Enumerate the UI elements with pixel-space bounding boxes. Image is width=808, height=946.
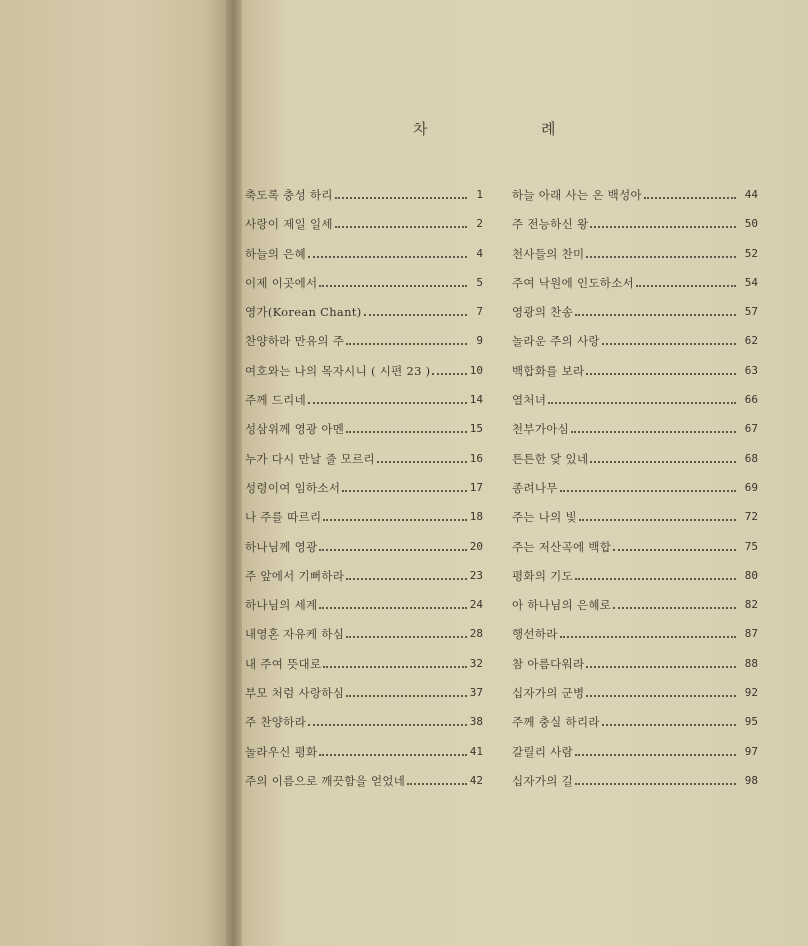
toc-leader-dots (602, 715, 736, 726)
toc-entry-page: 4 (476, 246, 483, 260)
toc-entry-page: 52 (744, 246, 758, 260)
toc-entry-title: 하늘 아래 사는 온 백성아 (512, 188, 642, 202)
toc-entry-page: 95 (744, 715, 758, 729)
title-char-left: 차 (413, 120, 428, 138)
toc-leader-dots (308, 393, 467, 404)
toc-leader-dots (342, 481, 467, 492)
toc-leader-dots (590, 217, 736, 228)
toc-entry-title: 주 앞에서 기뻐하라 (245, 568, 345, 583)
toc-leader-dots (323, 657, 467, 668)
toc-entry-title: 천부가아심 (512, 422, 570, 437)
toc-entry (512, 627, 758, 656)
toc-entry-page: 1 (476, 188, 483, 201)
toc-entry-page: 10 (469, 363, 483, 377)
toc-leader-dots (613, 540, 736, 551)
toc-leader-dots (319, 745, 467, 756)
toc-entry-page: 68 (744, 451, 758, 465)
toc-leader-dots (571, 422, 736, 433)
toc-entry (512, 188, 758, 217)
toc-entry-page: 41 (469, 744, 483, 758)
toc-leader-dots (575, 774, 736, 785)
toc-entry-page: 63 (744, 363, 758, 377)
toc-entry-page: 7 (476, 305, 483, 319)
toc-entry (245, 598, 483, 627)
toc-entry (512, 452, 758, 481)
toc-leader-dots (644, 188, 736, 199)
toc-entry (245, 510, 483, 539)
toc-entry-page: 57 (744, 305, 758, 319)
toc-entry-page: 72 (744, 510, 758, 524)
toc-entry-title: 하늘의 은혜 (245, 246, 306, 261)
toc-entry-page: 87 (744, 627, 758, 641)
toc-entry (512, 422, 758, 451)
toc-entry (512, 598, 758, 627)
toc-leader-dots (346, 422, 467, 433)
toc-entry-page: 75 (744, 539, 758, 553)
toc-entry-page: 15 (469, 422, 483, 436)
toc-entry (245, 305, 483, 334)
toc-leader-dots (407, 774, 467, 785)
toc-entry (245, 334, 483, 363)
toc-entry-title: 내영혼 자유케 하심 (245, 627, 345, 642)
toc-entry-title: 아 하나님의 은혜로 (512, 598, 612, 613)
toc-right-column (512, 188, 758, 803)
toc-leader-dots (575, 305, 736, 316)
toc-entry-title: 성령이여 임하소서 (245, 480, 341, 495)
toc-entry-title: 주의 이름으로 깨끗함을 얻었네 (245, 773, 406, 788)
toc-entry (512, 393, 758, 422)
title-char-right: 례 (541, 120, 556, 138)
toc-entry-title: 이제 이곳에서 (245, 275, 318, 290)
toc-entry-page: 38 (469, 715, 483, 729)
toc-entry-title: 여호와는 나의 목자시니 ( 시편 23 ) (245, 363, 431, 378)
toc-entry-title: 주께 충실 하리라 (512, 715, 600, 730)
toc-leader-dots (586, 686, 736, 697)
toc-entry (512, 247, 758, 276)
toc-entry-page: 2 (476, 217, 483, 231)
toc-leader-dots (560, 627, 736, 638)
toc-entry-title: 십자가의 길 (512, 773, 573, 788)
page-title (240, 118, 808, 142)
toc-entry-title: 내 주여 뜻대로 (245, 656, 322, 671)
toc-entry-page: 5 (476, 275, 483, 289)
toc-leader-dots (575, 745, 736, 756)
toc-entry-title: 종려나무 (512, 480, 558, 495)
toc-entry (512, 481, 758, 510)
toc-entry-page: 80 (744, 568, 758, 582)
toc-entry-page: 28 (469, 627, 483, 641)
toc-entry-title: 축도록 충성 하리 (245, 188, 333, 202)
toc-leader-dots (579, 510, 736, 521)
toc-entry (245, 715, 483, 744)
toc-leader-dots (319, 540, 467, 551)
toc-entry-page: 66 (744, 393, 758, 407)
toc-leader-dots (346, 569, 467, 580)
toc-entry-title: 놀라운 주의 사랑 (512, 334, 600, 349)
toc-entry-title: 십자가의 군병 (512, 686, 585, 701)
toc-entry (245, 745, 483, 774)
toc-entry (245, 364, 483, 393)
toc-entry (245, 422, 483, 451)
toc-entry-title: 놀라우신 평화 (245, 744, 318, 759)
toc-entry-title: 평화의 기도 (512, 568, 573, 583)
toc-entry-title: 주 찬양하라 (245, 715, 306, 730)
toc-left-column (245, 188, 483, 803)
toc-entry-page: 50 (744, 217, 758, 231)
toc-entry-page: 37 (469, 686, 483, 700)
toc-entry-page: 82 (744, 598, 758, 612)
toc-leader-dots (636, 276, 736, 287)
toc-entry-title: 백합화를 보라 (512, 363, 585, 378)
toc-leader-dots (335, 188, 467, 199)
toc-leader-dots (308, 715, 467, 726)
toc-leader-dots (335, 217, 467, 228)
toc-leader-dots (575, 569, 736, 580)
toc-entry (245, 540, 483, 569)
toc-entry-page: 18 (469, 510, 483, 524)
toc-entry (245, 774, 483, 803)
toc-entry-page: 17 (469, 480, 483, 494)
toc-entry (512, 715, 758, 744)
toc-entry-page: 44 (744, 188, 758, 201)
toc-entry (245, 657, 483, 686)
toc-leader-dots (377, 452, 467, 463)
toc-entry-title: 주는 나의 빛 (512, 510, 577, 525)
toc-entry (245, 393, 483, 422)
toc-entry (245, 627, 483, 656)
toc-entry-page: 20 (469, 539, 483, 553)
toc-entry-page: 54 (744, 275, 758, 289)
toc-leader-dots (548, 393, 736, 404)
toc-entry-title: 참 아름다워라 (512, 656, 585, 671)
toc-entry-page: 88 (744, 656, 758, 670)
toc-entry-title: 부모 처럼 사랑하심 (245, 686, 345, 701)
toc-entry-title: 하나님께 영광 (245, 539, 318, 554)
toc-entry (245, 569, 483, 598)
toc-entry-title: 하나님의 세계 (245, 598, 318, 613)
toc-entry (512, 774, 758, 803)
toc-entry (245, 686, 483, 715)
toc-entry-title: 성삼위께 영광 아멘 (245, 422, 345, 437)
toc-entry-page: 42 (469, 773, 483, 787)
toc-entry (512, 540, 758, 569)
toc-entry (512, 510, 758, 539)
toc-entry-page: 62 (744, 334, 758, 348)
toc-entry-title: 사랑이 제일 일세 (245, 217, 333, 232)
toc-leader-dots (364, 305, 467, 316)
toc-leader-dots (308, 247, 467, 258)
toc-entry (512, 276, 758, 305)
toc-entry-title: 영가(Korean Chant) (245, 305, 362, 320)
toc-entry-page: 97 (744, 744, 758, 758)
left-page (0, 0, 233, 946)
toc-entry-title: 갈릴리 사람 (512, 744, 573, 759)
toc-entry-title: 찬양하라 만유의 주 (245, 334, 345, 349)
toc-leader-dots (323, 510, 467, 521)
toc-entry (245, 481, 483, 510)
toc-leader-dots (586, 247, 736, 258)
toc-entry-page: 69 (744, 480, 758, 494)
toc-entry-title: 나 주를 따르리 (245, 510, 322, 525)
toc-leader-dots (602, 334, 736, 345)
toc-leader-dots (560, 481, 736, 492)
toc-leader-dots (319, 276, 467, 287)
toc-entry-title: 튼튼한 닻 있네 (512, 451, 589, 466)
toc-entry-title: 천사들의 찬미 (512, 246, 585, 261)
toc-entry (512, 217, 758, 246)
toc-entry (245, 276, 483, 305)
toc-entry (512, 657, 758, 686)
toc-entry-page: 32 (469, 656, 483, 670)
toc-entry (512, 305, 758, 334)
toc-leader-dots (346, 627, 467, 638)
toc-entry-page: 23 (469, 568, 483, 582)
toc-entry (245, 217, 483, 246)
toc-leader-dots (319, 598, 467, 609)
toc-entry-title: 누가 다시 만날 줄 모르리 (245, 451, 375, 466)
toc-entry (245, 452, 483, 481)
toc-entry (512, 334, 758, 363)
toc-entry-page: 14 (469, 393, 483, 407)
toc-entry-title: 열처녀 (512, 393, 547, 408)
toc-entry (245, 188, 483, 217)
toc-entry-page: 24 (469, 598, 483, 612)
toc-leader-dots (590, 452, 736, 463)
toc-leader-dots (613, 598, 736, 609)
toc-entry-page: 92 (744, 686, 758, 700)
toc-leader-dots (586, 657, 736, 668)
toc-entry (245, 247, 483, 276)
toc-entry (512, 686, 758, 715)
toc-entry-title: 영광의 찬송 (512, 305, 573, 320)
toc-entry (512, 745, 758, 774)
toc-leader-dots (432, 364, 467, 375)
toc-entry-title: 행선하라 (512, 627, 558, 642)
toc-entry (512, 569, 758, 598)
toc-leader-dots (346, 334, 467, 345)
toc-entry-page: 67 (744, 422, 758, 436)
toc-leader-dots (346, 686, 467, 697)
toc-entry-title: 주께 드리네 (245, 393, 306, 408)
toc-entry-page: 98 (744, 773, 758, 787)
toc-entry-page: 16 (469, 451, 483, 465)
toc-entry-title: 주는 저산곡에 백합 (512, 539, 612, 554)
toc-entry-title: 주 전능하신 왕 (512, 217, 589, 232)
toc-entry-page: 9 (476, 334, 483, 348)
toc-leader-dots (586, 364, 736, 375)
toc-entry (512, 364, 758, 393)
toc-entry-title: 주여 낙원에 인도하소서 (512, 275, 634, 290)
